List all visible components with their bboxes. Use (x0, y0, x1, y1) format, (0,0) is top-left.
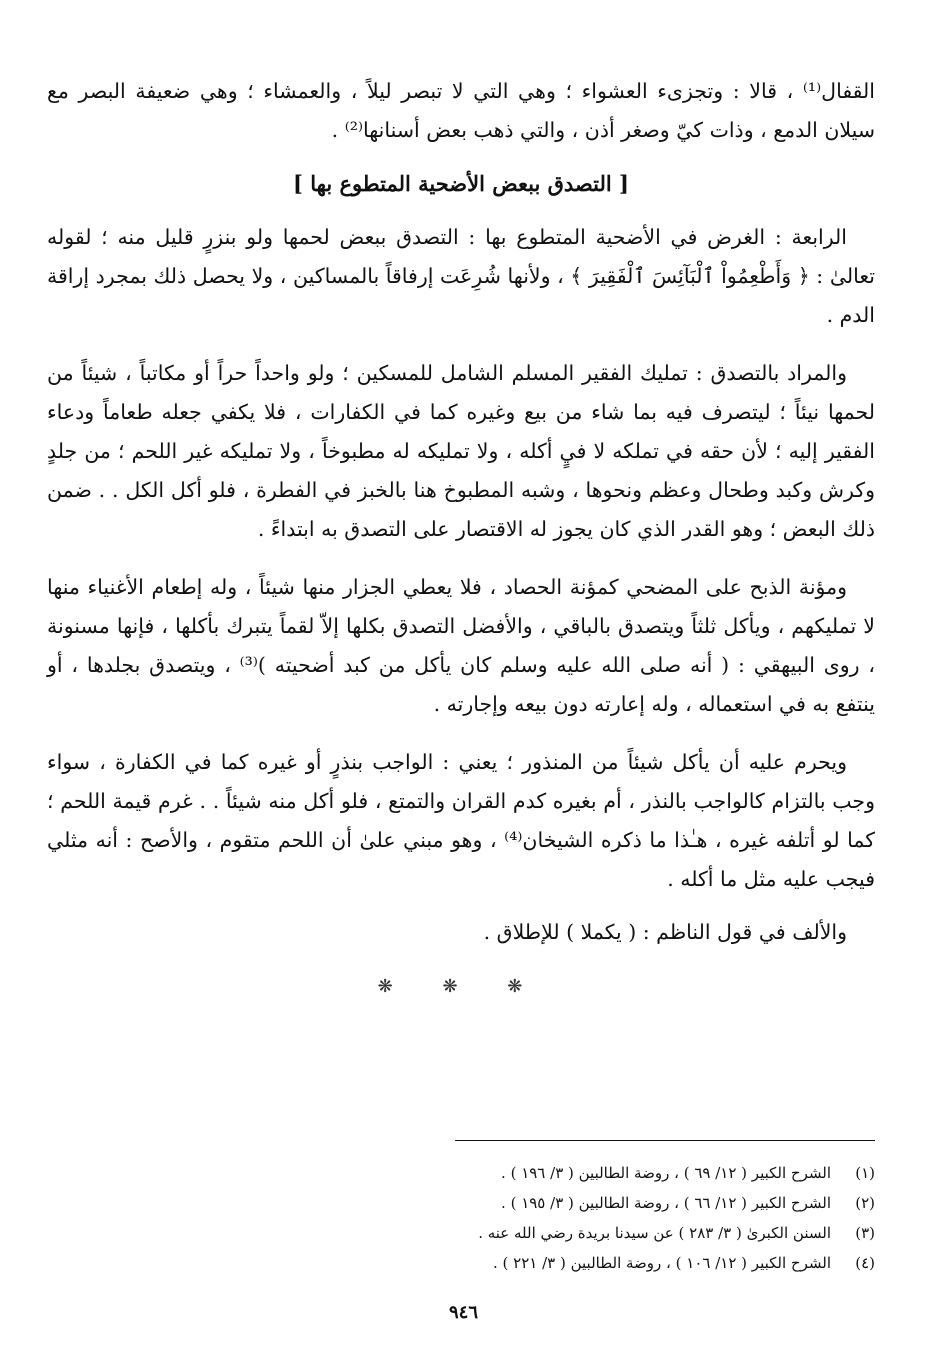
footnote-text: الشرح الكبير ( ١٢/ ٦٩ ) ، روضة الطالبين ( ٣/ ١٩٦ ) . (501, 1164, 831, 1182)
footnote-text: الشرح الكبير ( ١٢/ ٦٦ ) ، روضة الطالبين ( ٣/ ١٩٥ ) . (501, 1194, 831, 1212)
footnotes (275, 1158, 875, 1278)
paragraph-fourth-point: الرابعة : الغرض في الأضحية المتطوع بها : التصدق ببعض لحمها ولو بنزرٍ قليل منه ؛ لقوله تعالىٰ : ﴿ وَأَطْعِمُواْ ٱلْبَآئِسَ ٱلْفَقِيرَ ﴾ ، ولأنها شُرِعَت إرفاقاً بالمساكين ، ولا يحصل ذلك بمجرد إراقة الدم . (47, 225, 875, 327)
paragraph-continuation: القفال⁽¹⁾ ، قالا : وتجزىء العشواء ؛ وهي التي لا تبصر ليلاً ، والعمشاء ؛ وهي ضعيفة البصر مع سيلان الدمع ، وذات كيّ وصغر أذن ، والتي ذهب بعض أسنانها⁽²⁾ . (47, 79, 875, 142)
footnote-text: السنن الكبرىٰ ( ٣/ ٢٨٣ ) عن سيدنا بريدة رضي الله عنه . (478, 1224, 831, 1242)
section-heading: [ التصدق ببعض الأضحية المتطوع بها ] (293, 171, 629, 196)
footnote-item (275, 1158, 875, 1188)
footnote-number: (١) (855, 1164, 875, 1182)
paragraph-meaning-of-charity: والمراد بالتصدق : تمليك الفقير المسلم الشامل للمسكين ؛ ولو واحداً حراً أو مكاتباً ، شيئاً من لحمها نيئاً ؛ ليتصرف فيه بما شاء من بيع وغيره كما في الكفارات ، فلا يكفي جعله طعاماً ودعاء الفقير إليه ؛ لأن حقه في تملكه لا فيٍ أكله ، ولا تمليكه له مطبوخاً ، ولا تمليكه غير اللحم ؛ من جلدٍ وكرش وكبد وطحال وعظم ونحوها ، وشبه المطبوخ هنا بالخبز في الفطرة ، فلو أكل الكل . . ضمن ذلك البعض ؛ وهو القدر الذي كان يجوز له الاقتصار على التصدق به ابتداءً . (47, 361, 875, 541)
page-number: ٩٤٦ (448, 1302, 478, 1323)
paragraph-slaughter-cost: ومؤنة الذبح على المضحي كمؤنة الحصاد ، فلا يعطي الجزار منها شيئاً ، وله إطعام الأغنياء منها لا تمليكهم ، ويأكل ثلثاً ويتصدق بالباقي ، والأفضل التصدق بكلها إلاّ لقماً يتبرك بأكلها ، فإنها مسنونة ، روى البيهقي : ( أنه صلى الله عليه وسلم كان يأكل من كبد أضحيته )⁽³⁾ ، ويتصدق بجلدها ، أو ينتفع به في استعماله ، وله إعارته دون بيعه وإجارته . (47, 575, 875, 716)
page-body (47, 72, 875, 997)
footnote-item (275, 1218, 875, 1248)
footnote-number: (٢) (855, 1194, 875, 1212)
footnote-number: (٣) (855, 1224, 875, 1242)
footnote-divider (455, 1140, 875, 1141)
footnote-item (275, 1248, 875, 1278)
footnote-item (275, 1188, 875, 1218)
footnote-text: الشرح الكبير ( ١٢/ ١٠٦ ) ، روضة الطالبين ( ٣/ ٢٢١ ) . (492, 1254, 831, 1272)
section-separator-asterisks: ❋ ❋ ❋ (377, 976, 545, 997)
footnote-number: (٤) (855, 1254, 875, 1272)
paragraph-vowed-sacrifice: ويحرم عليه أن يأكل شيئاً من المنذور ؛ يعني : الواجب بنذرٍ أو غيره كما في الكفارة ، سواء وجب بالتزام كالواجب بالنذر ، أم بغيره كدم القران والتمتع ، فلو أكل منه شيئاً . . غرم قيمة اللحم ؛ كما لو أتلفه غيره ، هـٰذا ما ذكره الشيخان⁽⁴⁾ ، وهو مبني علىٰ أن اللحم متقوم ، والأصح : أنه مثلي فيجب عليه مثل ما أكله . (47, 750, 876, 891)
paragraph-alif-note: والألف في قول الناظم : ( يكملا ) للإطلاق . (483, 920, 847, 944)
